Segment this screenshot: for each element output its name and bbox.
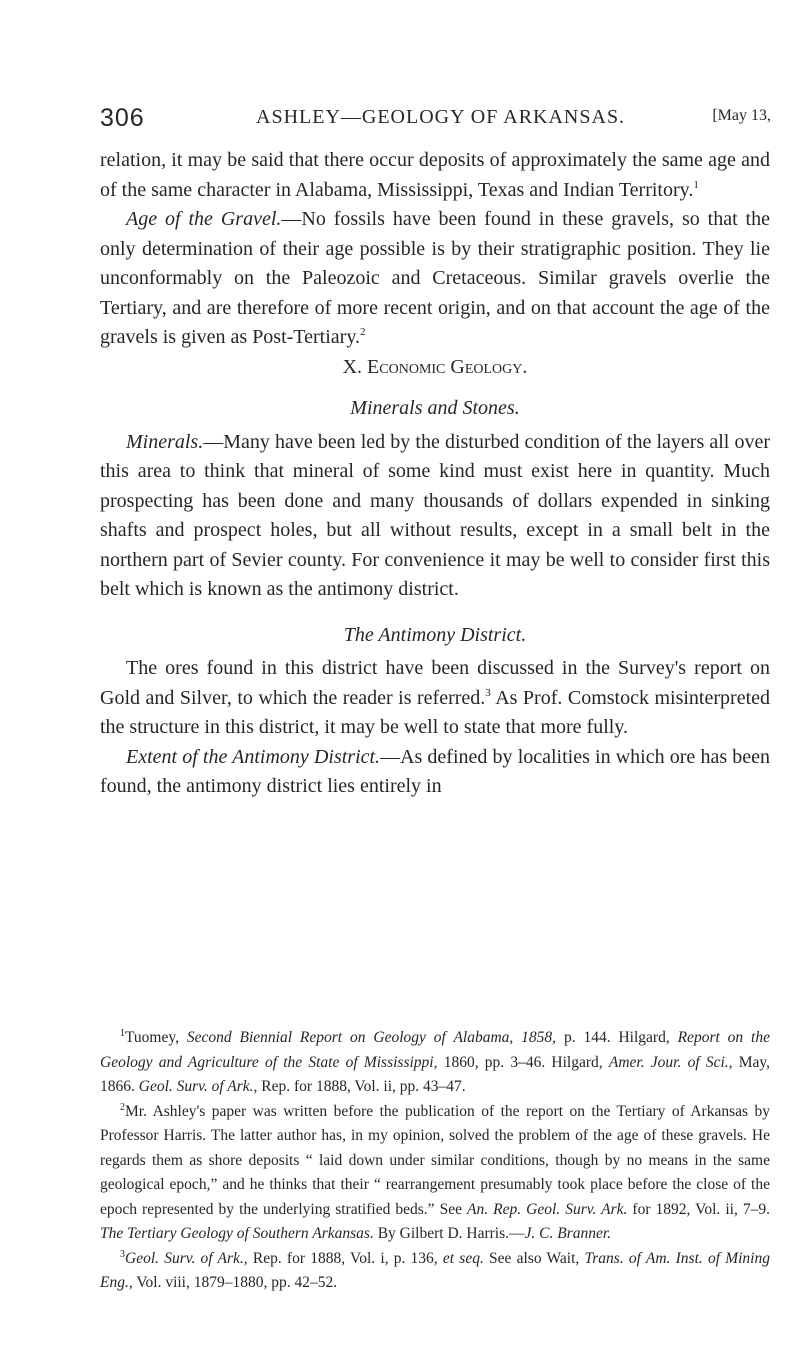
running-title: ASHLEY—GEOLOGY OF ARKANSAS. [256, 106, 626, 128]
footnote-ref-1: 1 [693, 178, 699, 191]
body-text [100, 146, 770, 802]
page-header [100, 104, 771, 138]
footnote-2: $^2$Mr. Ashley's paper was written before the publication of the report on the Tertiary of Arkansas by Professor Harris. The latter author has, in my opinion, solved the problem of the age of these gravels. He regards them as shore deposits “ laid down under similar conditions, though by no means in the same geological epoch,” and he thinks that their “ rearrangement presumably took place before the close of the epoch represented by the underlying stratified beds.” See An. Rep. Geol. Surv. Ark. for 1892, Vol. ii, 7–9. The Tertiary Geology of Southern Arkansas. By Gilbert D. Harris.—J. C. Branner. [100, 1101, 770, 1242]
paragraph-minerals: Minerals.—Many have been led by the disturbed condition of the layers all over this area to think that mineral of some kind must exist here in quantity. Much prospecting has been done and many thousands of dollars expended in sinking shafts and prospect holes, but all without results, except in a small belt in the northern part of Sevier county. For convenience it may be well to consider first this belt which is known as the antimony district. [100, 430, 770, 600]
subheading-minerals-stones: Minerals and Stones. [350, 397, 520, 419]
header-date: [May 13, [712, 107, 771, 124]
footnotes [100, 1026, 770, 1296]
footnote-ref-3: 3 [485, 686, 491, 699]
footnote-1: $^1$Tuomey, Second Biennial Report on Geology of Alabama, 1858, p. 144. Hilgard, Report on the Geology and Agriculture of the State of Mississippi, 1860, pp. 3–46. Hilgard, Amer. Jour. of Sci., May, 1866. Geol. Surv. of Ark., Rep. for 1888, Vol. ii, pp. 43–47. [100, 1028, 770, 1095]
paragraph-lead-age: Age of the Gravel. [126, 208, 282, 230]
section-heading: X. Economic Geology. [342, 355, 528, 378]
subheading-antimony-district: The Antimony District. [343, 623, 527, 646]
paragraph-lead-minerals: Minerals. [126, 430, 204, 453]
paragraph-relation: relation, it may be said that there occur deposits of approximately the same age and of the same character in Alabama, Mississippi, Texas and Indian Territory.$^1$ [100, 149, 770, 201]
footnote-3: $^3$Geol. Surv. of Ark., Rep. for 1888, Vol. i, p. 136, et seq. See also Wait, Trans. of Am. Inst. of Mining Eng., Vol. viii, 1879–1880, pp. 42–52. [100, 1248, 770, 1291]
paragraph-lead-extent: Extent of the Antimony District. [126, 745, 381, 768]
footnote-ref-2: 2 [360, 326, 366, 338]
paragraph-ores: The ores found in this district have been discussed in the Survey's report on Gold and Silver, to which the reader is referred.$^3$ As Prof. Comstock misinterpreted the structure in this district, it may be well to state that more fully. [100, 657, 770, 738]
paragraph-extent: Extent of the Antimony District.—As defined by localities in which ore has been found, the antimony district lies entirely in [100, 745, 770, 797]
page-number: 306 [100, 104, 145, 132]
paragraph-age-of-gravel: Age of the Gravel.—No fossils have been found in these gravels, so that the only determination of their age possible is by their stratigraphic position. They lie unconformably on the Paleozoic and Cretaceous. Similar gravels overlie the Tertiary, and are therefore of more recent origin, and on that account the age of the gravels is given as Post-Tertiary.$^2$ [100, 208, 770, 348]
